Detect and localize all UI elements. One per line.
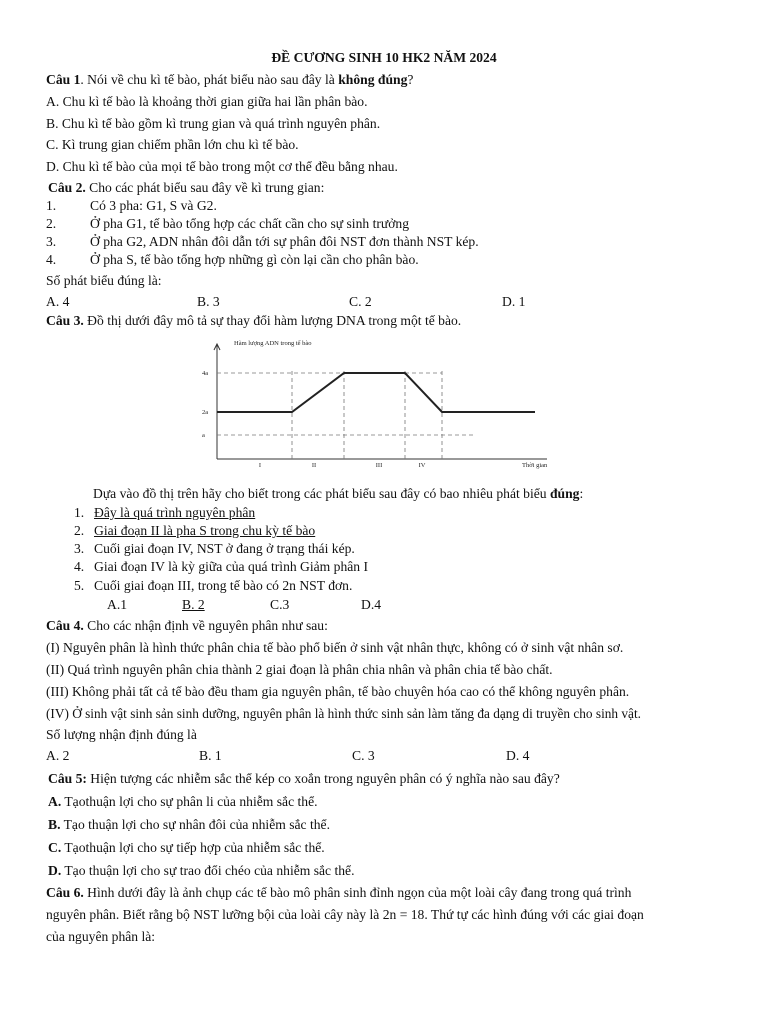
question-3-options bbox=[0, 596, 768, 614]
question-3-ask: Dựa vào đồ thị trên hãy cho biết trong các phát biểu sau đây có bao nhiêu phát biểu đúng: bbox=[93, 486, 584, 501]
question-3-item-3: 3. Cuối giai đoạn IV, NST ở đang ở trạng thái kép. bbox=[74, 541, 355, 556]
y-tick-label: 2a bbox=[202, 409, 209, 416]
question-3-item-5: 5. Cuối giai đoạn III, trong tế bào có 2n NST đơn. bbox=[74, 578, 353, 593]
question-4-stem: Câu 4. Cho các nhận định về nguyên phân như sau: bbox=[46, 618, 328, 633]
question-5-option-b: B. Tạo thuận lợi cho sự nhân đôi của nhiễm sắc thể. bbox=[48, 817, 330, 832]
question-3-option-c: C.3 bbox=[270, 597, 290, 612]
question-4-label: Câu 4. bbox=[46, 618, 84, 633]
stage-label: III bbox=[375, 462, 383, 469]
question-2-item-2: 2. Ở pha G1, tế bào tổng hợp các chất cần cho sự sinh trưởng bbox=[46, 216, 410, 231]
question-2-item-3: 3. Ở pha G2, ADN nhân đôi dẫn tới sự phân đôi NST đơn thành NST kép. bbox=[46, 234, 479, 249]
question-4-option-a: A. 2 bbox=[46, 748, 70, 763]
question-1-stem: Câu 1. Nói về chu kì tế bào, phát biểu nào sau đây là không đúng? bbox=[46, 72, 414, 87]
question-2-item-4: 4. Ở pha S, tế bào tổng hợp những gì còn lại cần cho phân bào. bbox=[46, 252, 419, 267]
dna-content-chart bbox=[192, 336, 552, 476]
question-2-option-a: A. 4 bbox=[46, 294, 70, 309]
stage-label: I bbox=[258, 462, 262, 469]
y-tick-label: 4a bbox=[202, 370, 209, 377]
question-5-option-c: C. Tạothuận lợi cho sự tiếp hợp của nhiễm sắc thể. bbox=[48, 840, 325, 855]
question-2-option-b: B. 3 bbox=[197, 294, 220, 309]
question-2-item-1: 1. Có 3 pha: G1, S và G2. bbox=[46, 198, 217, 213]
y-tick-label: a bbox=[202, 432, 205, 439]
question-6-line-1: Câu 6. Hình dưới đây là ảnh chụp các tế bào mô phân sinh đỉnh ngọn của một loài cây đang trong quá trình bbox=[46, 885, 632, 900]
y-axis-label: Hàm lượng ADN trong tế bào bbox=[234, 340, 312, 347]
question-6-line-3: của nguyên phân là: bbox=[46, 929, 156, 944]
question-3-stem: Câu 3. Đồ thị dưới đây mô tả sự thay đổi hàm lượng DNA trong một tế bào. bbox=[46, 313, 462, 328]
question-3-item-2: 2. Giai đoạn II là pha S trong chu kỳ tế bào bbox=[74, 523, 316, 538]
question-1-option-b: B. Chu kì tế bào gồm kì trung gian và quá trình nguyên phân. bbox=[46, 116, 381, 131]
question-4-item-2: (II) Quá trình nguyên phân chia thành 2 giai đoạn là phân chia nhân và phân chia tế bào chất. bbox=[46, 662, 553, 677]
question-3-item-1: 1. Đây là quá trình nguyên phân bbox=[74, 505, 256, 520]
question-1-option-a: A. Chu kì tế bào là khoảng thời gian giữa hai lần phân bào. bbox=[46, 94, 368, 109]
question-5-label: Câu 5: bbox=[48, 771, 87, 786]
stage-label: II bbox=[311, 462, 317, 469]
question-3-label: Câu 3. bbox=[46, 313, 84, 328]
question-2-stem: Câu 2. Cho các phát biểu sau đây về kì trung gian: bbox=[48, 180, 325, 195]
question-2-label: Câu 2. bbox=[48, 180, 86, 195]
question-4-options bbox=[0, 747, 768, 765]
question-6-line-2: nguyên phân. Biết rằng bộ NST lưỡng bội của loài cây này là 2n = 18. Thứ tự các hình đúng với các giai đoạn bbox=[46, 907, 644, 922]
question-6-label: Câu 6. bbox=[46, 885, 84, 900]
question-3-item-4: 4. Giai đoạn IV là kỳ giữa của quá trình Giảm phân I bbox=[74, 559, 369, 574]
question-4-option-c: C. 3 bbox=[352, 748, 375, 763]
dna-content-line bbox=[217, 373, 535, 412]
question-4-item-1: (I) Nguyên phân là hình thức phân chia tế bào phổ biến ở sinh vật nhân thực, không có ở sinh vật nhân sơ. bbox=[46, 640, 624, 655]
question-3-option-b: B. 2 bbox=[182, 597, 205, 612]
question-4-option-d: D. 4 bbox=[506, 748, 530, 763]
question-4-option-b: B. 1 bbox=[199, 748, 222, 763]
question-5-option-a: A. Tạothuận lợi cho sự phân li của nhiễm sắc thể. bbox=[48, 794, 318, 809]
question-5-stem: Câu 5: Hiện tượng các nhiễm sắc thể kép co xoắn trong nguyên phân có ý nghĩa nào sau đây? bbox=[48, 771, 560, 786]
question-1-option-d: D. Chu kì tế bào của mọi tế bào trong một cơ thể đều bằng nhau. bbox=[46, 159, 398, 174]
question-4-item-4: (IV) Ở sinh vật sinh sản sinh dưỡng, nguyên phân là hình thức sinh sản làm tăng đa dạng di truyền cho sinh vật. bbox=[46, 706, 641, 721]
question-2-ask: Số phát biểu đúng là: bbox=[46, 273, 162, 288]
question-5-option-d: D. Tạo thuận lợi cho sự trao đổi chéo của nhiễm sắc thể. bbox=[48, 863, 355, 878]
stage-label: IV bbox=[418, 462, 426, 469]
question-2-options bbox=[0, 293, 768, 311]
question-1-label: Câu 1 bbox=[46, 72, 81, 87]
question-1-option-c: C. Kì trung gian chiếm phần lớn chu kì tế bào. bbox=[46, 137, 299, 152]
question-3-option-d: D.4 bbox=[361, 597, 382, 612]
x-axis-label: Thời gian bbox=[522, 462, 548, 469]
question-2-option-d: D. 1 bbox=[502, 294, 526, 309]
question-3-option-a: A.1 bbox=[107, 597, 128, 612]
question-4-item-3: (III) Không phải tất cả tế bào đều tham gia nguyên phân, tế bào chuyên hóa cao có thể không nguyên phân. bbox=[46, 684, 630, 699]
page-title: ĐỀ CƯƠNG SINH 10 HK2 NĂM 2024 bbox=[271, 50, 497, 65]
question-2-option-c: C. 2 bbox=[349, 294, 372, 309]
question-4-ask: Số lượng nhận định đúng là bbox=[46, 727, 197, 742]
